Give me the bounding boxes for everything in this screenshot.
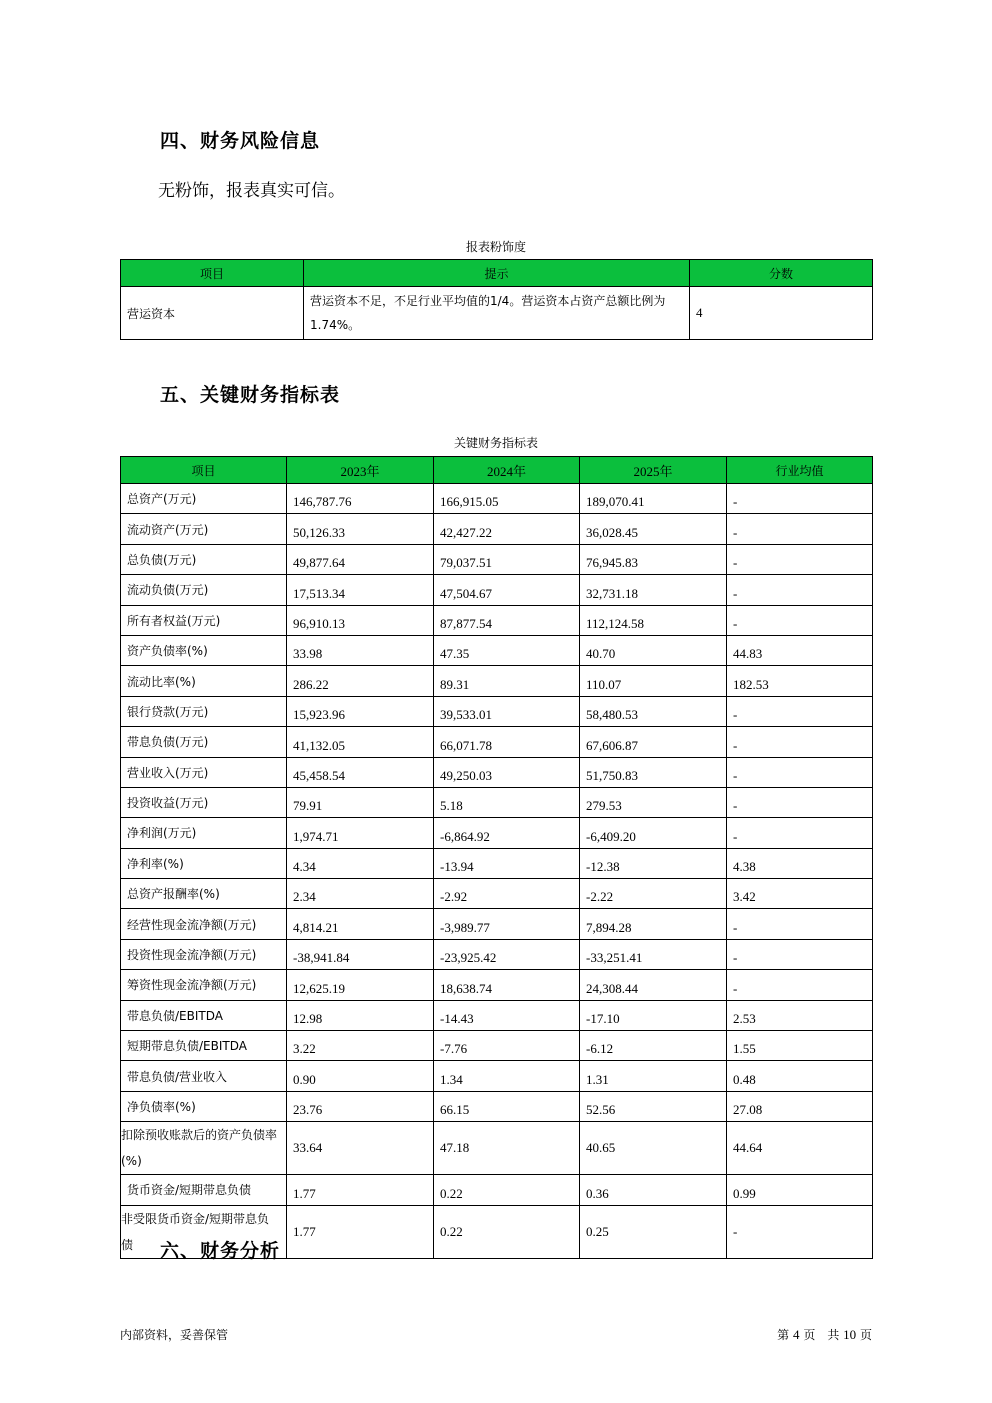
metric-label-cell: 带息负债/营业收入 — [121, 1061, 287, 1091]
metric-value-cell: 76,945.83 — [580, 544, 727, 574]
metric-value-cell: 40.70 — [580, 635, 727, 665]
metric-value-cell: 1.77 — [287, 1205, 434, 1258]
table-row — [121, 484, 873, 514]
page-mid: 页 共 — [803, 1328, 840, 1342]
risk-table-caption: 报表粉饰度 — [465, 240, 526, 254]
metrics-table-header — [121, 457, 873, 484]
metric-value-cell: - — [727, 1205, 873, 1258]
table-row — [121, 1000, 873, 1030]
metric-value-cell: -23,925.42 — [434, 939, 580, 969]
metric-label-cell: 流动比率(%) — [121, 666, 287, 696]
metric-value-cell: 79,037.51 — [434, 544, 580, 574]
risk-table-header — [121, 260, 873, 287]
metric-value-cell: 40.65 — [580, 1122, 727, 1175]
metric-value-cell: - — [727, 727, 873, 757]
metric-value-cell: -6,409.20 — [580, 818, 727, 848]
table-row — [121, 605, 873, 635]
metric-value-cell: -6,864.92 — [434, 818, 580, 848]
metric-value-cell: 0.36 — [580, 1175, 727, 1205]
metric-value-cell: - — [727, 818, 873, 848]
metric-value-cell: 1.77 — [287, 1175, 434, 1205]
metric-value-cell: - — [727, 787, 873, 817]
metric-value-cell: 49,250.03 — [434, 757, 580, 787]
metric-value-cell: -2.92 — [434, 879, 580, 909]
metric-value-cell: 279.53 — [580, 787, 727, 817]
metric-label-cell: 非受限货币资金/短期带息负债 — [121, 1205, 287, 1258]
metric-value-cell: 5.18 — [434, 787, 580, 817]
metric-value-cell: 39,533.01 — [434, 696, 580, 726]
metric-value-cell: - — [727, 605, 873, 635]
page-total: 10 — [843, 1327, 857, 1342]
metric-value-cell: 24,308.44 — [580, 970, 727, 1000]
metric-value-cell: -38,941.84 — [287, 939, 434, 969]
metric-value-cell: 189,070.41 — [580, 484, 727, 514]
metric-label-cell: 资产负债率(%) — [121, 635, 287, 665]
metric-value-cell: 87,877.54 — [434, 605, 580, 635]
metric-value-cell: 0.48 — [727, 1061, 873, 1091]
metric-value-cell: 36,028.45 — [580, 514, 727, 544]
metric-value-cell: 1.55 — [727, 1031, 873, 1061]
metric-value-cell: 4.38 — [727, 848, 873, 878]
metric-value-cell: 50,126.33 — [287, 514, 434, 544]
metric-value-cell: - — [727, 575, 873, 605]
page-current: 4 — [792, 1327, 800, 1342]
metric-value-cell: 47.18 — [434, 1122, 580, 1175]
metric-value-cell: 1.34 — [434, 1061, 580, 1091]
metric-label-cell: 营业收入(万元) — [121, 757, 287, 787]
metric-value-cell: 146,787.76 — [287, 484, 434, 514]
section-heading-analysis: 六、财务分析 — [160, 1240, 281, 1262]
metric-value-cell: 47.35 — [434, 635, 580, 665]
metric-label-cell: 流动资产(万元) — [121, 514, 287, 544]
metric-value-cell: - — [727, 544, 873, 574]
metric-label-cell: 短期带息负债/EBITDA — [121, 1031, 287, 1061]
table-row — [121, 287, 873, 340]
metric-value-cell: 182.53 — [727, 666, 873, 696]
metric-value-cell: 67,606.87 — [580, 727, 727, 757]
metric-value-cell: 18,638.74 — [434, 970, 580, 1000]
metric-value-cell: 0.22 — [434, 1175, 580, 1205]
metric-value-cell: 12,625.19 — [287, 970, 434, 1000]
table-row — [121, 939, 873, 969]
metric-value-cell: -17.10 — [580, 1000, 727, 1030]
metrics-header-2025: 2025年 — [580, 457, 727, 484]
metric-label-cell: 投资性现金流净额(万元) — [121, 939, 287, 969]
metric-label-cell: 扣除预收账款后的资产负债率(%) — [121, 1122, 287, 1175]
metric-value-cell: 3.42 — [727, 879, 873, 909]
metric-value-cell: 47,504.67 — [434, 575, 580, 605]
metric-value-cell: - — [727, 909, 873, 939]
metric-label-cell: 所有者权益(万元) — [121, 605, 287, 635]
risk-table — [120, 259, 873, 340]
risk-header-item: 项目 — [121, 260, 304, 287]
metric-value-cell: 4,814.21 — [287, 909, 434, 939]
table-row — [121, 1061, 873, 1091]
metric-value-cell: 89.31 — [434, 666, 580, 696]
metric-value-cell: 166,915.05 — [434, 484, 580, 514]
metric-label-cell: 带息负债/EBITDA — [121, 1000, 287, 1030]
metric-value-cell: 58,480.53 — [580, 696, 727, 726]
metric-value-cell: 52.56 — [580, 1091, 727, 1121]
metric-value-cell: 2.53 — [727, 1000, 873, 1030]
metric-label-cell: 流动负债(万元) — [121, 575, 287, 605]
metric-value-cell: 23.76 — [287, 1091, 434, 1121]
metric-label-cell: 经营性现金流净额(万元) — [121, 909, 287, 939]
metric-value-cell: - — [727, 514, 873, 544]
metric-value-cell: - — [727, 939, 873, 969]
metric-label-cell: 投资收益(万元) — [121, 787, 287, 817]
metric-value-cell: -12.38 — [580, 848, 727, 878]
metric-value-cell: 44.64 — [727, 1122, 873, 1175]
metrics-table — [120, 456, 873, 1259]
metric-value-cell: 79.91 — [287, 787, 434, 817]
metric-value-cell: 3.22 — [287, 1031, 434, 1061]
metric-value-cell: -13.94 — [434, 848, 580, 878]
metric-value-cell: 66.15 — [434, 1091, 580, 1121]
metric-value-cell: 2.34 — [287, 879, 434, 909]
metric-label-cell: 总资产报酬率(%) — [121, 879, 287, 909]
metric-value-cell: 27.08 — [727, 1091, 873, 1121]
table-row — [121, 787, 873, 817]
page-prefix: 第 — [777, 1328, 790, 1342]
metric-value-cell: 17,513.34 — [287, 575, 434, 605]
section-heading-risk: 四、财务风险信息 — [160, 130, 321, 152]
metric-value-cell: 1.31 — [580, 1061, 727, 1091]
metric-value-cell: 286.22 — [287, 666, 434, 696]
risk-score-cell: 4 — [690, 287, 873, 340]
metric-value-cell: -14.43 — [434, 1000, 580, 1030]
table-row — [121, 909, 873, 939]
table-row — [121, 696, 873, 726]
metric-value-cell: 12.98 — [287, 1000, 434, 1030]
table-row — [121, 970, 873, 1000]
risk-hint-cell: 营运资本不足，不足行业平均值的1/4。营运资本占资产总额比例为1.74%。 — [304, 287, 690, 340]
metric-value-cell: 1,974.71 — [287, 818, 434, 848]
section-heading-metrics: 五、关键财务指标表 — [160, 384, 341, 406]
metric-value-cell: -7.76 — [434, 1031, 580, 1061]
table-row — [121, 848, 873, 878]
metric-label-cell: 净利润(万元) — [121, 818, 287, 848]
table-row — [121, 1031, 873, 1061]
metric-label-cell: 总资产(万元) — [121, 484, 287, 514]
table-row — [121, 1175, 873, 1205]
metric-value-cell: - — [727, 757, 873, 787]
table-row — [121, 727, 873, 757]
metric-value-cell: 51,750.83 — [580, 757, 727, 787]
metrics-table-caption: 关键财务指标表 — [453, 436, 538, 450]
table-row — [121, 818, 873, 848]
metric-value-cell: - — [727, 970, 873, 1000]
metric-label-cell: 货币资金/短期带息负债 — [121, 1175, 287, 1205]
risk-header-hint: 提示 — [304, 260, 690, 287]
page-suffix: 页 — [859, 1328, 872, 1342]
metrics-header-2023: 2023年 — [287, 457, 434, 484]
metric-value-cell: 96,910.13 — [287, 605, 434, 635]
footer-page-number — [777, 1326, 872, 1343]
table-row — [121, 879, 873, 909]
metric-value-cell: 110.07 — [580, 666, 727, 696]
metric-value-cell: - — [727, 696, 873, 726]
metric-value-cell: 32,731.18 — [580, 575, 727, 605]
metric-label-cell: 带息负债(万元) — [121, 727, 287, 757]
risk-summary-text: 无粉饰，报表真实可信。 — [158, 181, 345, 201]
metric-value-cell: -3,989.77 — [434, 909, 580, 939]
metric-value-cell: 15,923.96 — [287, 696, 434, 726]
metric-value-cell: 45,458.54 — [287, 757, 434, 787]
metric-value-cell: 42,427.22 — [434, 514, 580, 544]
metric-label-cell: 净负债率(%) — [121, 1091, 287, 1121]
risk-header-score: 分数 — [690, 260, 873, 287]
table-row — [121, 1091, 873, 1121]
metrics-header-2024: 2024年 — [434, 457, 580, 484]
footer-confidential: 内部资料，妥善保管 — [120, 1328, 229, 1342]
table-row — [121, 514, 873, 544]
table-row — [121, 635, 873, 665]
table-row — [121, 1122, 873, 1175]
metric-value-cell: -6.12 — [580, 1031, 727, 1061]
metric-label-cell: 总负债(万元) — [121, 544, 287, 574]
metric-value-cell: 49,877.64 — [287, 544, 434, 574]
metric-value-cell: 4.34 — [287, 848, 434, 878]
metrics-header-industry-avg: 行业均值 — [727, 457, 873, 484]
table-row — [121, 544, 873, 574]
table-row — [121, 575, 873, 605]
metric-value-cell: 0.22 — [434, 1205, 580, 1258]
metric-label-cell: 筹资性现金流净额(万元) — [121, 970, 287, 1000]
metrics-header-item: 项目 — [121, 457, 287, 484]
metric-value-cell: 44.83 — [727, 635, 873, 665]
metric-value-cell: 0.25 — [580, 1205, 727, 1258]
metric-value-cell: 0.90 — [287, 1061, 434, 1091]
table-row — [121, 757, 873, 787]
metric-value-cell: -2.22 — [580, 879, 727, 909]
metric-value-cell: 112,124.58 — [580, 605, 727, 635]
metric-label-cell: 银行贷款(万元) — [121, 696, 287, 726]
metric-value-cell: -33,251.41 — [580, 939, 727, 969]
metric-value-cell: 0.99 — [727, 1175, 873, 1205]
metric-value-cell: - — [727, 484, 873, 514]
risk-item-cell: 营运资本 — [121, 287, 304, 340]
metric-value-cell: 33.98 — [287, 635, 434, 665]
metric-value-cell: 7,894.28 — [580, 909, 727, 939]
metric-value-cell: 33.64 — [287, 1122, 434, 1175]
metric-value-cell: 66,071.78 — [434, 727, 580, 757]
metric-label-cell: 净利率(%) — [121, 848, 287, 878]
table-row — [121, 666, 873, 696]
metric-value-cell: 41,132.05 — [287, 727, 434, 757]
